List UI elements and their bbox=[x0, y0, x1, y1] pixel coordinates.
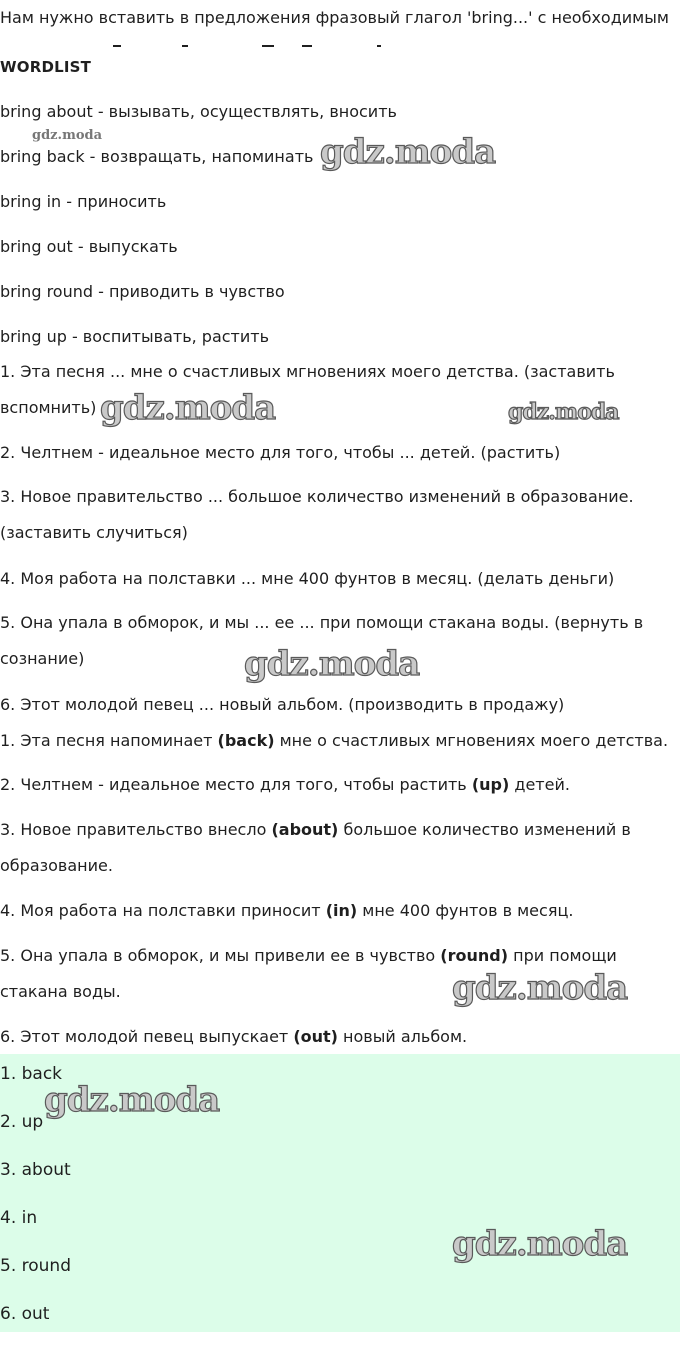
task-item: 3. Новое правительство ... большое количество изменений в образование. (заставить случиться) bbox=[0, 487, 634, 542]
answer-item: 6. out bbox=[0, 1304, 50, 1324]
wordlist-item: bring up - воспитывать, растить bbox=[0, 327, 270, 346]
wordlist-item: bring about - вызывать, осуществлять, вносить bbox=[0, 102, 397, 121]
wordlist-item: bring out - выпускать bbox=[0, 237, 178, 256]
filled-sentence: 5. Она упала в обморок, и мы привели ее в чувство (round) при помощи стакана воды. bbox=[0, 946, 617, 1001]
watermark-logo: gdz.moda bbox=[244, 644, 420, 684]
watermark-logo: gdz.moda bbox=[44, 1080, 220, 1120]
task-item: 5. Она упала в обморок, и мы ... ее ... при помощи стакана воды. (вернуть в сознание) bbox=[0, 613, 644, 668]
task-item: 2. Челтнем - идеальное место для того, чтобы ... детей. (растить) bbox=[0, 443, 561, 462]
answer-word: (back) bbox=[217, 731, 275, 750]
task-item: 4. Моя работа на полставки ... мне 400 фунтов в месяц. (делать деньги) bbox=[0, 569, 615, 588]
wordlist-item: bring in - приносить bbox=[0, 192, 167, 211]
answer-word: (round) bbox=[440, 946, 509, 965]
task-item: 6. Этот молодой певец ... новый альбом. (производить в продажу) bbox=[0, 695, 565, 714]
wordlist-item: bring round - приводить в чувство bbox=[0, 282, 285, 301]
watermark-logo: gdz.moda bbox=[508, 399, 619, 425]
watermark-logo: gdz.moda bbox=[320, 132, 496, 172]
answer-item: 3. about bbox=[0, 1160, 71, 1180]
watermark-logo: gdz.moda bbox=[100, 388, 276, 428]
wordlist-heading: WORDLIST bbox=[0, 58, 92, 76]
filled-sentence: 1. Эта песня напоминает (back) мне о счастливых мгновениях моего детства. bbox=[0, 731, 669, 750]
intro-text: Нам нужно вставить в предложения фразовый глагол 'bring...' с необходимым bbox=[0, 8, 669, 27]
task-item: 1. Эта песня ... мне о счастливых мгновениях моего детства. (заставить вспомнить) bbox=[0, 362, 615, 417]
answer-item: 4. in bbox=[0, 1208, 38, 1228]
answer-word: (up) bbox=[471, 775, 510, 794]
watermark-logo: gdz.moda bbox=[452, 968, 628, 1008]
answer-word: (in) bbox=[325, 901, 358, 920]
filled-sentence: 4. Моя работа на полставки приносит (in) мне 400 фунтов в месяц. bbox=[0, 901, 574, 920]
answer-word: (about) bbox=[271, 820, 339, 839]
filled-sentence: 3. Новое правительство внесло (about) большое количество изменений в образование. bbox=[0, 820, 631, 875]
intro-clipped-line bbox=[0, 36, 680, 48]
answer-item: 2. up bbox=[0, 1112, 44, 1132]
watermark-logo: gdz.moda bbox=[452, 1224, 628, 1264]
filled-sentence: 2. Челтнем - идеальное место для того, чтобы растить (up) детей. bbox=[0, 775, 570, 794]
watermark-logo: gdz.moda bbox=[32, 128, 103, 143]
answer-item: 5. round bbox=[0, 1256, 71, 1276]
filled-sentence: 6. Этот молодой певец выпускает (out) новый альбом. bbox=[0, 1027, 468, 1046]
answer-item: 1. back bbox=[0, 1064, 63, 1084]
wordlist-item: bring back - возвращать, напоминать bbox=[0, 147, 314, 166]
answer-word: (out) bbox=[293, 1027, 338, 1046]
